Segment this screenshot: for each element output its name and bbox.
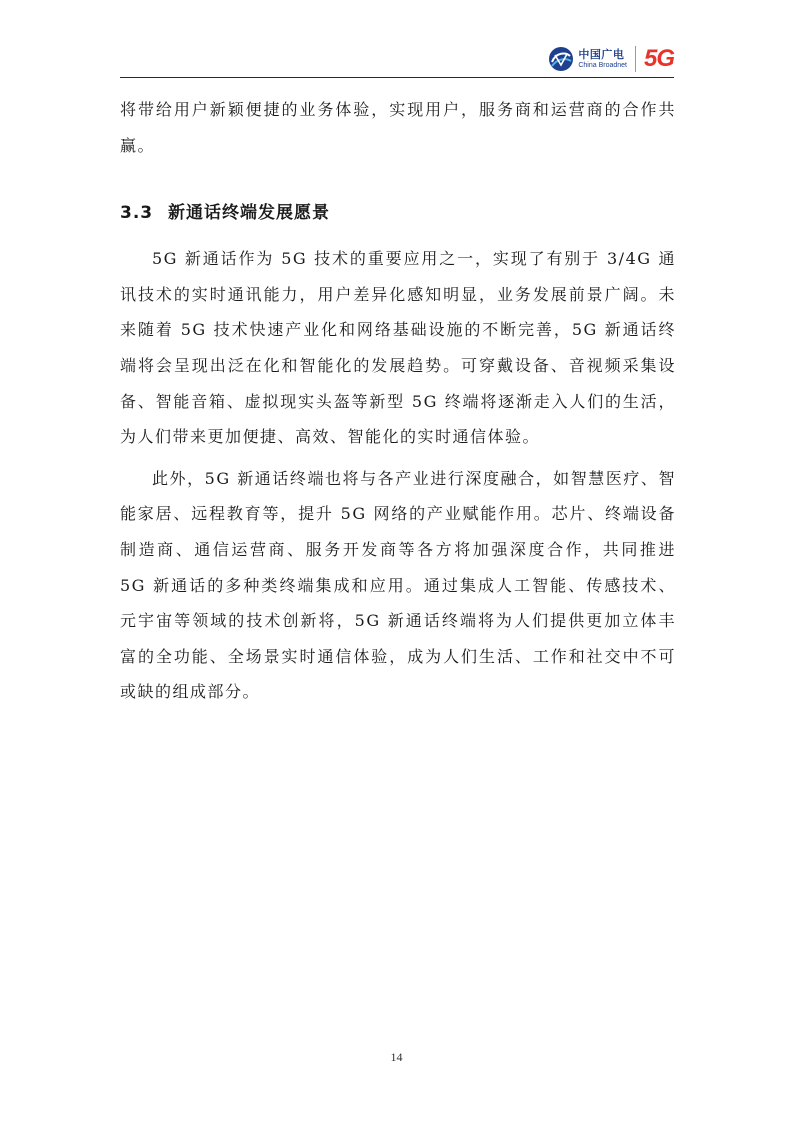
header-rule — [120, 77, 674, 78]
section-number: 3.3 — [120, 203, 154, 224]
china-broadnet-logo-icon — [548, 46, 574, 72]
header-logos — [548, 42, 674, 76]
section-heading — [120, 199, 676, 227]
logo-divider — [635, 46, 636, 72]
brand-name-en: China Broadnet — [578, 62, 627, 69]
page-number: 14 — [390, 1050, 403, 1064]
body-paragraph: 5G 新通话作为 5G 技术的重要应用之一，实现了有别于 3/4G 通讯技术的实时通讯能力，用户差异化感知明显，业务发展前景广阔。未来随着 5G 技术快速产业化和网络基础设施的不断完善，5G 新通话终端将会呈现出泛在化和智能化的发展趋势。可穿戴设备、音视频采集设备、智能音箱、虚拟现实头盔等新型 5G 终端将逐渐走入人们的生活，为人们带来更加便捷、高效、智能化的实时通信体验。 — [120, 249, 676, 447]
china-broadnet-logo — [548, 46, 627, 72]
document-body — [120, 92, 676, 710]
body-paragraph: 此外，5G 新通话终端也将与各产业进行深度融合，如智慧医疗、智能家居、远程教育等，提升 5G 网络的产业赋能作用。芯片、终端设备制造商、通信运营商、服务开发商等各方将加强深度合作，共同推进 5G 新通话的多种类终端集成和应用。通过集成人工智能、传感技术、元宇宙等领域的技术创新将，5G 新通话终端将为人们提供更加立体丰富的全功能、全场景实时通信体验，成为人们生活、工作和社交中不可或缺的组成部分。 — [120, 468, 676, 702]
china-broadnet-wordmark — [578, 49, 627, 69]
lead-paragraph: 将带给用户新颖便捷的业务体验，实现用户，服务商和运营商的合作共赢。 — [120, 100, 676, 155]
brand-name-cn: 中国广电 — [578, 48, 625, 61]
section-title: 新通话终端发展愿景 — [168, 203, 330, 224]
five-g-logo: 5G — [643, 45, 674, 72]
page-header — [120, 38, 674, 78]
